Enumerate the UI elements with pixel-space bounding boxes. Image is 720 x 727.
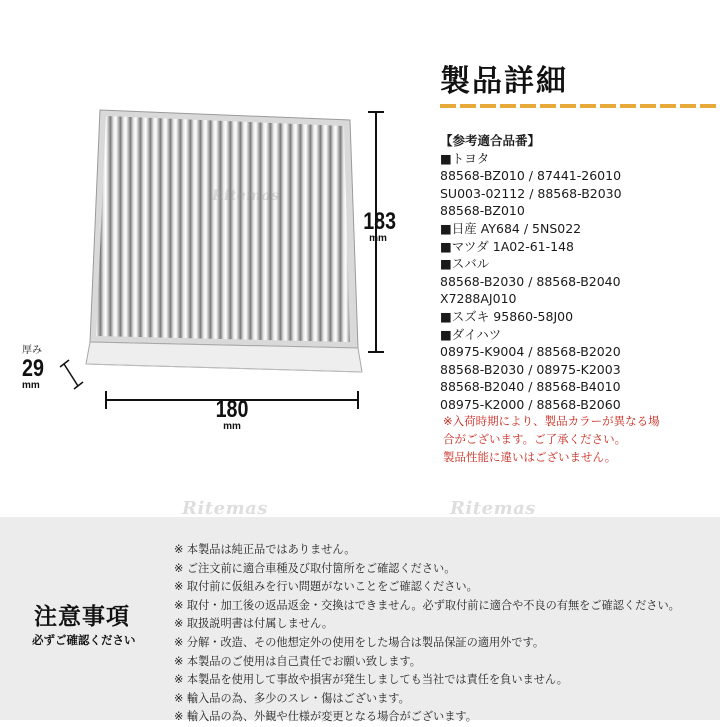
thickness-value: 29 [22,355,44,382]
spec-row: 【参考適合品番】 [440,133,541,148]
spec-row: ■トヨタ [440,150,490,166]
width-label [208,398,256,432]
page-title: 製品詳細 [440,64,568,99]
spec-row: 08975-K2000 / 88568-B2060 [440,396,621,412]
caution-item: ※ 分解・改造、その他想定外の使用をした場合は製品保証の適用外です。 [174,635,545,649]
spec-row: 88568-B2030 / 88568-B2040 [440,273,621,289]
filter-pleats [96,116,350,342]
spec-row: ■マツダ 1A02-61-148 [440,238,574,254]
spec-row: 88568-B2030 / 08975-K2003 [440,361,621,377]
caution-item: ※ 取付・加工後の返品返金・交換はできません。必ず取付前に適合や不良の有無をご確認ください。 [174,598,680,612]
height-value: 183 [363,208,397,235]
title-underline [440,104,718,108]
spec-row: ■スズキ 95860-58J00 [440,308,574,324]
compatible-part-list [440,132,710,414]
caution-title: 注意事項 [34,604,130,630]
caution-subtitle: 必ずご確認ください [32,633,136,647]
thickness-dimension-line [60,360,83,389]
thickness-caption: 厚み [22,345,42,356]
caution-item: ※ 取付前に仮組みを行い問題がないことをご確認ください。 [174,580,478,594]
caution-list [174,541,714,727]
caution-item: ※ ご注文前に適合車種及び取付箇所をご確認ください。 [174,561,456,575]
width-unit: mm [223,421,241,432]
caution-item: ※ 本製品のご使用は自己責任でお願い致します。 [174,654,421,668]
thickness-label [22,345,62,391]
caution-item: ※ 本製品は純正品ではありません。 [174,543,356,556]
spec-row: ■ダイハツ [440,326,502,342]
spec-row: 88568-BZ010 [440,203,525,219]
width-value: 180 [215,396,249,423]
spec-row: 08975-K9004 / 88568-B2020 [440,344,621,360]
spec-row: ■日産 AY684 / 5NS022 [440,220,582,236]
spec-row: ■スバル [440,256,490,272]
spec-row: SU003-02112 / 88568-B2030 [440,185,622,201]
spec-row: 88568-B2040 / 88568-B4010 [440,379,621,395]
watermark-logo: Ritemas [450,498,536,519]
color-variation-note [443,412,713,466]
note-line: 製品性能に違いはございません。 [443,450,617,464]
height-unit: mm [369,233,387,244]
caution-item: ※ 本製品を使用して事故や損害が発生しましても当社では責任を負いません。 [174,673,568,687]
watermark-logo: Ritemas [182,498,268,519]
thickness-unit: mm [22,380,40,391]
caution-item: ※ 取扱説明書は付属しません。 [174,617,334,631]
height-label [360,210,396,244]
note-line: ※入荷時期により、製品カラーが異なる場 [443,414,660,428]
caution-item: ※ 輸入品の為、多少のスレ・傷はございます。 [174,691,410,705]
note-line: 合がございます。ご了承ください。 [443,432,627,446]
caution-item: ※ 輸入品の為、外観や仕様が変更となる場合がございます。 [174,710,477,724]
watermark-logo: Ritemas [212,188,280,204]
spec-row: X7288AJ010 [440,291,517,307]
spec-row: 88568-BZ010 / 87441-26010 [440,168,622,184]
filter-illustration [40,80,400,423]
